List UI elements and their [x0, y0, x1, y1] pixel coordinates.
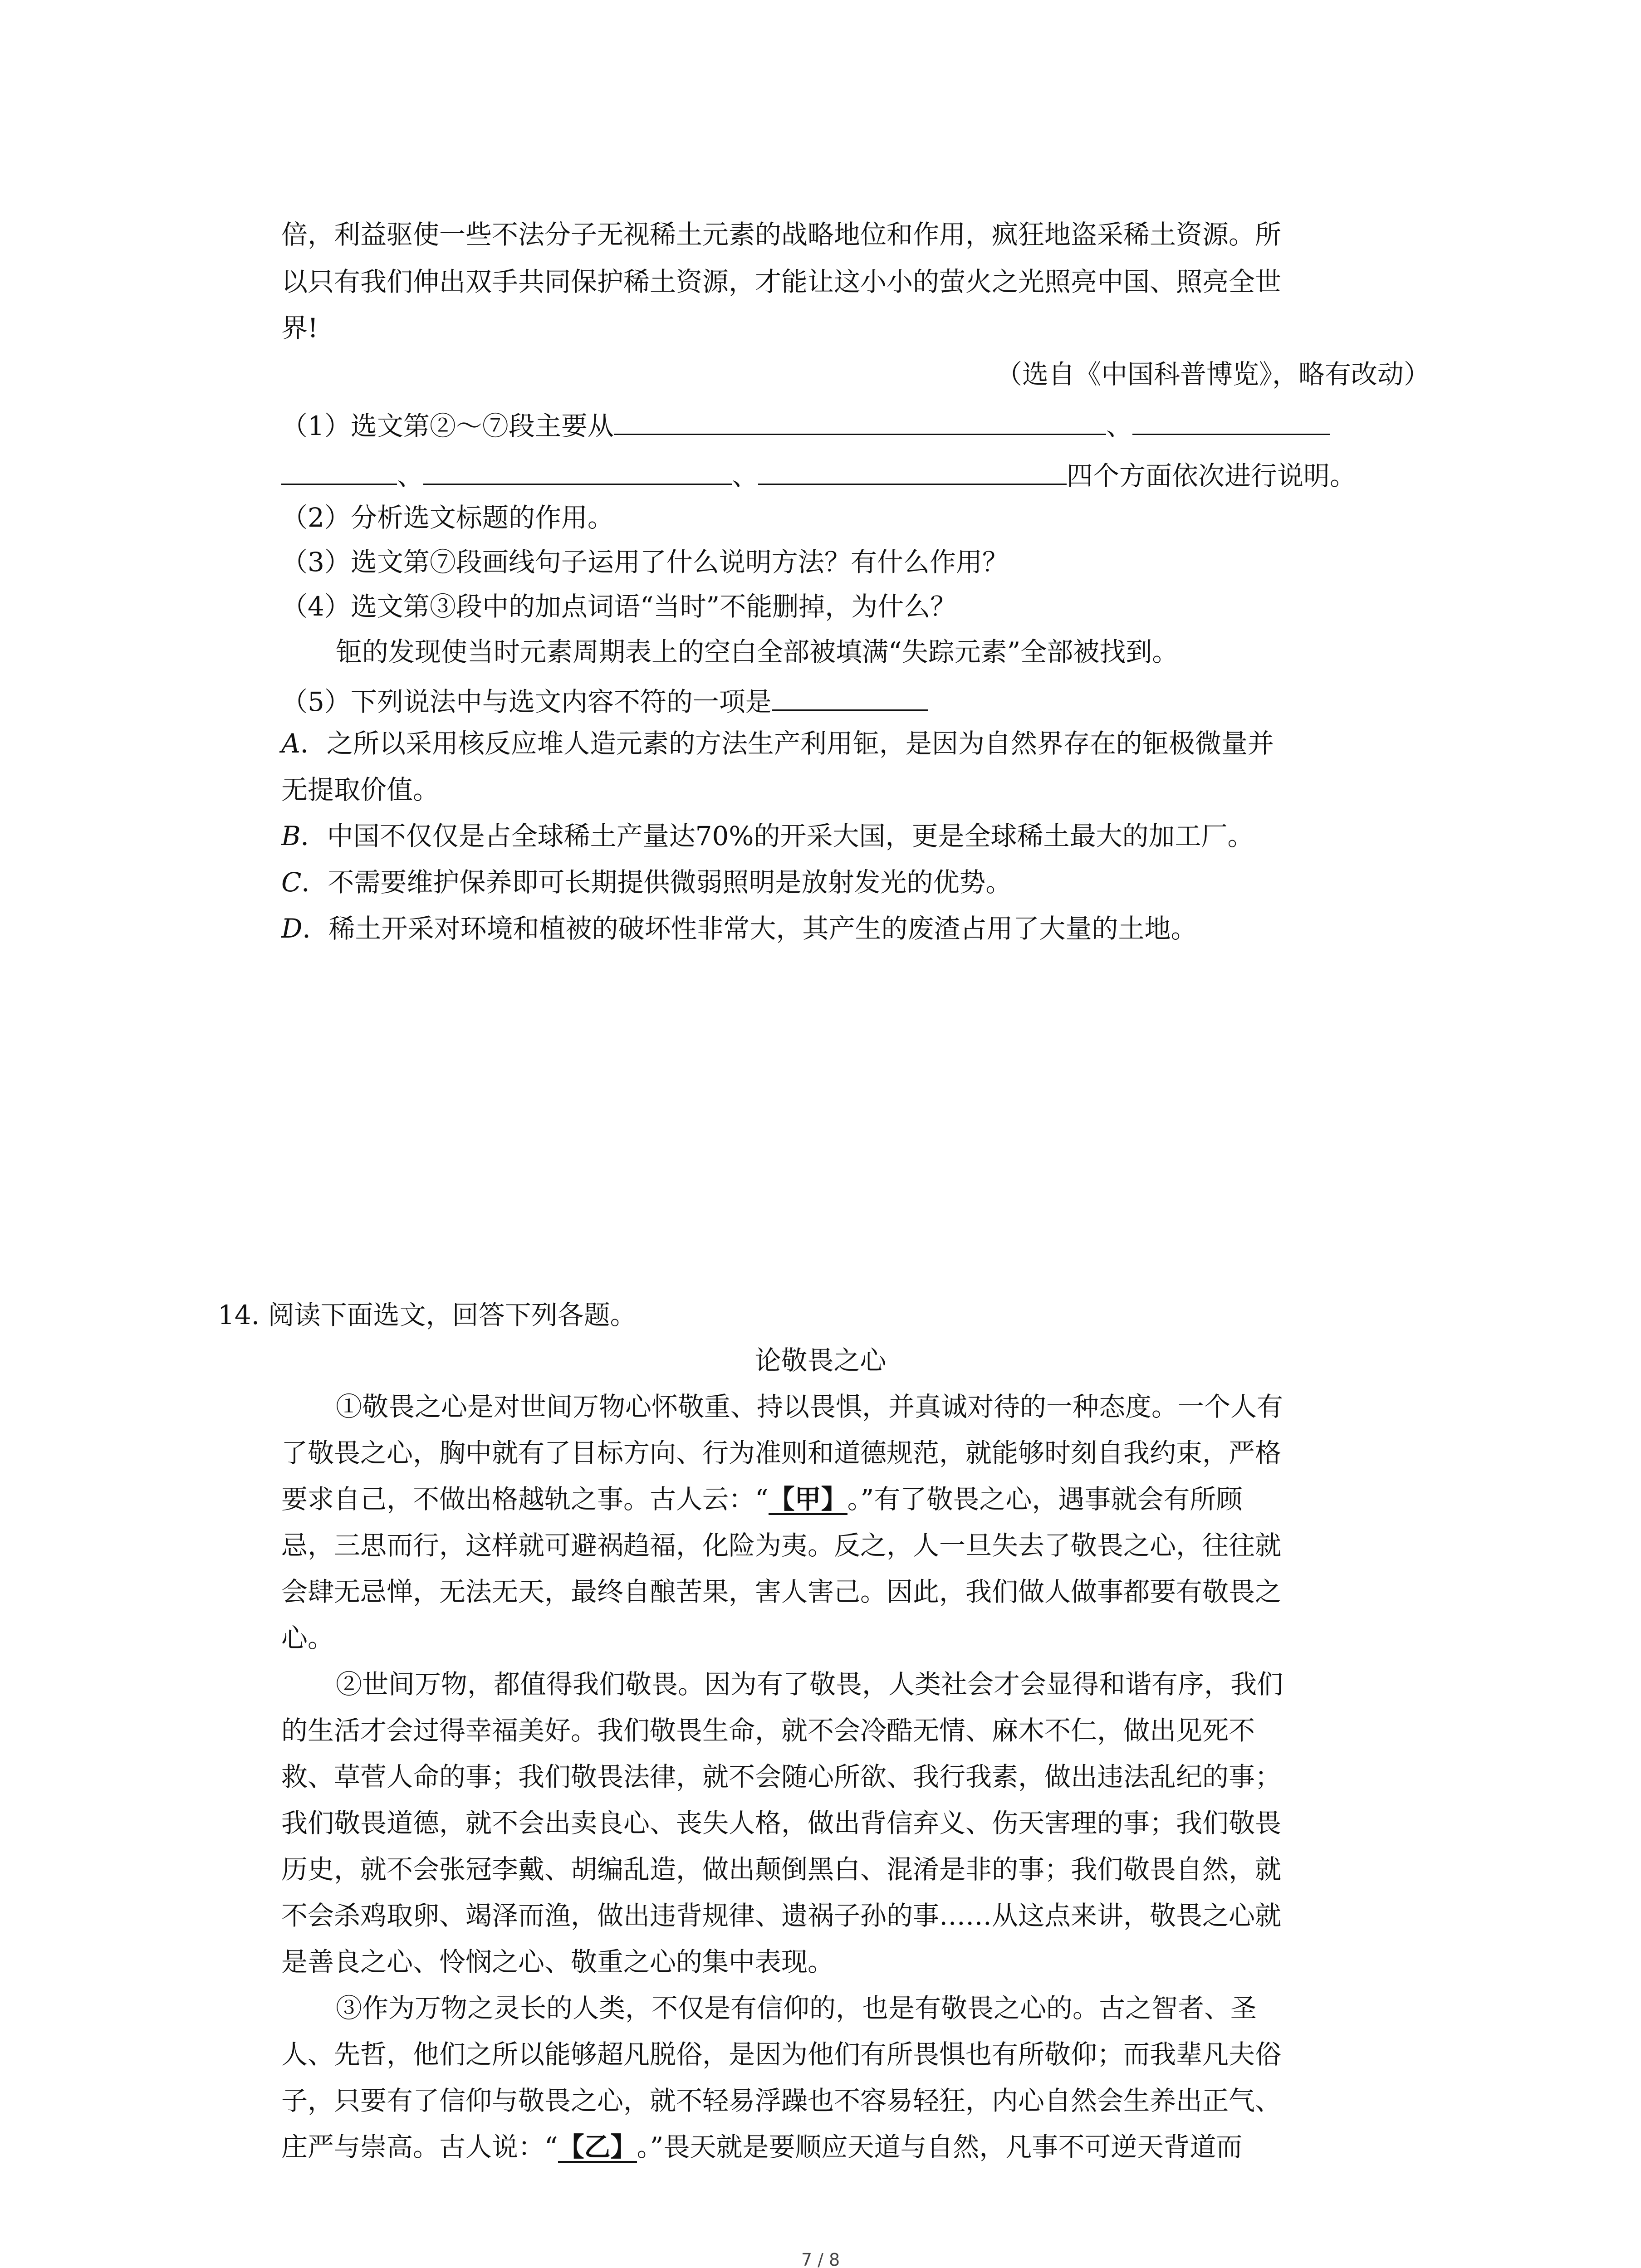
option-d-text: ．稀土开采对环境和植被的破坏性非常大，其产生的废渣占用了大量的土地。	[302, 913, 1197, 944]
answer-blank-4[interactable]	[758, 458, 1067, 485]
passage-line-3: 界!	[281, 313, 318, 343]
option-a-text-2: 无提取价值。	[281, 774, 440, 805]
option-a-cont	[281, 774, 440, 805]
p1-line-1: ①敬畏之心是对世间万物心怀敬重、持以畏惧，并真诚对待的一种态度。一个人有	[336, 1391, 1283, 1422]
p1-line-3-a: 要求自己，不做出格越轨之事。古人云：“	[281, 1484, 769, 1515]
passage-source: （选自《中国科普博览》，略有改动）	[995, 359, 1430, 390]
p2-line-4: 我们敬畏道德，就不会出卖良心、丧失人格，做出背信弃义、伤天害理的事；我们敬畏	[281, 1808, 1282, 1838]
p3-line-1: ③作为万物之灵长的人类，不仅是有信仰的，也是有敬畏之心的。古之智者、圣	[336, 1993, 1257, 2024]
passage-line-1: 倍，利益驱使一些不法分子无视稀土元素的战略地位和作用，疯狂地盗采稀土资源。所	[281, 219, 1282, 250]
p1-line-4: 忌，三思而行，这样就可避祸趋福，化险为夷。反之，人一旦失去了敬畏之心，往往就	[281, 1530, 1282, 1561]
p3-line-4-a: 庄严与崇高。古人说：“	[281, 2131, 558, 2162]
question-5	[281, 684, 928, 715]
question-1-prefix: （1）选文第②～⑦段主要从	[281, 411, 614, 441]
option-c[interactable]	[281, 867, 1012, 898]
page-number: 7 / 8	[801, 2250, 840, 2268]
passage-line-2: 以只有我们伸出双手共同保护稀土资源，才能让这小小的萤火之光照亮中国、照亮全世	[281, 266, 1282, 297]
p1-line-5: 会肆无忌惮，无法无天，最终自酿苦果，害人害己。因此，我们做人做事都要有敬畏之	[281, 1576, 1282, 1607]
p2-line-6: 不会杀鸡取卵、竭泽而渔，做出违背规律、遗祸子孙的事……从这点来讲，敬畏之心就	[281, 1900, 1282, 1931]
question-1-suffix: 四个方面依次进行说明。	[1067, 460, 1357, 491]
question-1-line-2	[281, 458, 1356, 489]
option-b-text: ．中国不仅仅是占全球稀土产量达70%的开采大国，更是全球稀土最大的加工厂。	[300, 821, 1254, 851]
answer-blank-2b[interactable]	[281, 458, 397, 485]
p2-line-7: 是善良之心、怜悯之心、敬重之心的集中表现。	[281, 1946, 834, 1977]
question-1	[281, 408, 1330, 439]
answer-blank-1[interactable]	[614, 408, 1106, 435]
answer-blank-5[interactable]	[772, 684, 928, 711]
p2-line-5: 历史，就不会张冠李戴、胡编乱造，做出颠倒黑白、混淆是非的事；我们敬畏自然，就	[281, 1854, 1282, 1885]
question-4-sentence: 钷的发现使当时元素周期表上的空白全部被填满“失踪元素”全部被找到。	[336, 636, 1179, 667]
question-1-sep-3: 、	[732, 460, 759, 491]
answer-blank-3[interactable]	[423, 458, 732, 485]
marker-jia: 【甲】	[768, 1484, 847, 1515]
answer-blank-2a[interactable]	[1132, 408, 1330, 435]
question-1-sep-2: 、	[397, 460, 424, 491]
p3-line-2: 人、先哲，他们之所以能够超凡脱俗，是因为他们有所畏惧也有所敬仰；而我辈凡夫俗	[281, 2039, 1282, 2070]
article-title: 论敬畏之心	[754, 1345, 887, 1376]
p3-line-4-b: 。”畏天就是要顺应天道与自然，凡事不可逆天背道而	[637, 2131, 1243, 2162]
option-b[interactable]	[281, 823, 1254, 849]
option-c-letter: C	[281, 867, 302, 898]
option-a[interactable]	[281, 730, 1274, 757]
question-1-sep-1: 、	[1106, 411, 1132, 441]
p1-line-3-b: 。”有了敬畏之心，遇事就会有所顾	[847, 1484, 1243, 1515]
option-d[interactable]	[281, 915, 1197, 942]
p2-line-1: ②世间万物，都值得我们敬畏。因为有了敬畏，人类社会才会显得和谐有序，我们	[336, 1669, 1283, 1700]
p3-line-4	[281, 2131, 1243, 2163]
p2-line-2: 的生活才会过得幸福美好。我们敬畏生命，就不会冷酷无情、麻木不仁，做出见死不	[281, 1715, 1255, 1746]
p1-line-2: 了敬畏之心，胸中就有了目标方向、行为准则和道德规范，就能够时刻自我约束，严格	[281, 1437, 1282, 1468]
option-d-letter: D	[281, 913, 303, 944]
question-3: （3）选文第⑦段画线句子运用了什么说明方法？有什么作用？	[281, 547, 1009, 577]
p1-line-3	[281, 1486, 1242, 1515]
p2-line-3: 救、草菅人命的事；我们敬畏法律，就不会随心所欲、我行我素，做出违法乱纪的事；	[281, 1761, 1282, 1792]
option-a-text: ．之所以采用核反应堆人造元素的方法生产利用钷，是因为自然界存在的钷极微量并	[300, 728, 1274, 759]
p3-line-3: 子，只要有了信仰与敬畏之心，就不轻易浮躁也不容易轻狂，内心自然会生养出正气、	[281, 2085, 1282, 2116]
option-a-letter: A	[281, 728, 300, 759]
question-4: （4）选文第③段中的加点词语“当时”不能删掉，为什么？	[281, 591, 957, 622]
question-5-text: （5）下列说法中与选文内容不符的一项是	[281, 686, 772, 717]
option-b-letter: B	[281, 821, 301, 851]
question-14-heading: 14. 阅读下面选文，回答下列各题。	[218, 1300, 637, 1330]
p1-line-6: 心。	[281, 1623, 334, 1653]
question-2: （2）分析选文标题的作用。	[281, 502, 614, 533]
marker-yi: 【乙】	[558, 2131, 637, 2162]
option-c-text: ．不需要维护保养即可长期提供微弱照明是放射发光的优势。	[301, 867, 1012, 898]
